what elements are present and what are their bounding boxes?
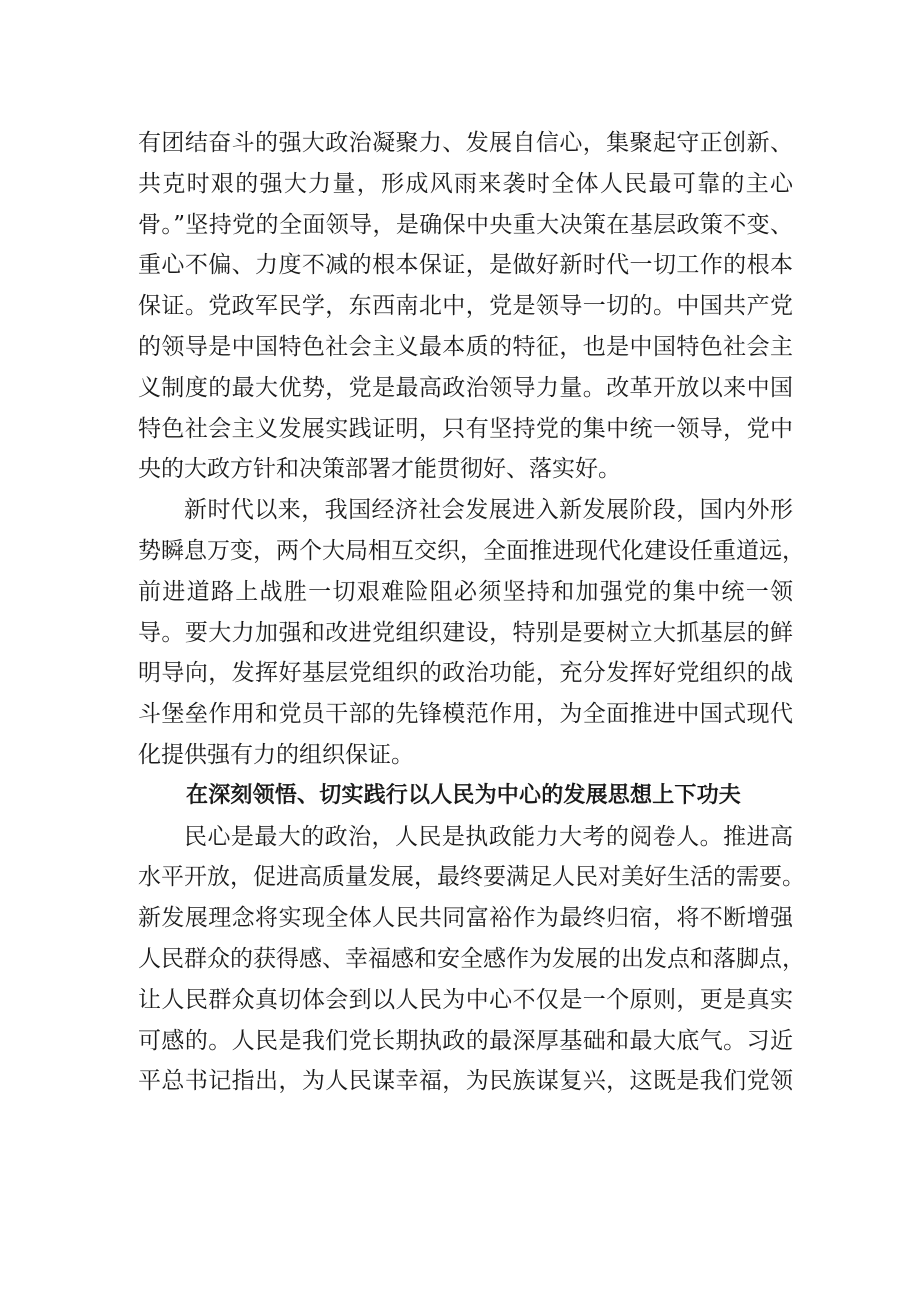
text-line: 前进道路上战胜一切艰难险阻必须坚持和加强党的集中统一领 (138, 578, 793, 605)
text-line: 民心是最大的政治，人民是执政能力大考的阅卷人。推进高 (184, 823, 793, 850)
text-line: 斗堡垒作用和党员干部的先锋模范作用，为全面推进中国式现代 (138, 701, 793, 728)
text-line: 义制度的最大优势，党是最高政治领导力量。改革开放以来中国 (138, 374, 793, 401)
paragraph-3 (138, 817, 805, 1103)
text-line: 水平开放，促进高质量发展，最终要满足人民对美好生活的需要。 (138, 864, 805, 891)
text-line: 保证。党政军民学，东西南北中，党是领导一切的。中国共产党 (138, 293, 793, 320)
text-line: 央的大政方针和决策部署才能贯彻好、落实好。 (138, 456, 621, 483)
paragraph-2 (138, 490, 805, 776)
text-line: 特色社会主义发展实践证明，只有坚持党的集中统一领导，党中 (138, 415, 793, 442)
text-line: 可感的。人民是我们党长期执政的最深厚基础和最大底气。习近 (138, 1027, 793, 1054)
text-line: 重心不偏、力度不减的根本保证，是做好新时代一切工作的根本 (138, 252, 793, 279)
section-heading: 在深刻领悟、切实践行以人民为中心的发展思想上下功夫 (186, 782, 742, 808)
text-line: 共克时艰的强大力量，形成风雨来袭时全体人民最可靠的主心 (138, 170, 793, 197)
text-line: 让人民群众真切体会到以人民为中心不仅是一个原则，更是真实 (138, 986, 793, 1013)
text-line: 骨。”坚持党的全面领导，是确保中央重大决策在基层政策不变、 (138, 211, 793, 238)
text-line: 势瞬息万变，两个大局相互交织，全面推进现代化建设任重道远， (138, 537, 805, 564)
text-line: 有团结奋斗的强大政治凝聚力、发展自信心，集聚起守正创新、 (138, 130, 793, 156)
text-line: 化提供强有力的组织保证。 (138, 741, 414, 768)
text-line: 人民群众的获得感、幸福感和安全感作为发展的出发点和落脚点， (138, 945, 805, 972)
paragraph-1 (138, 123, 793, 490)
text-line: 平总书记指出，为人民谋幸福，为民族谋复兴，这既是我们党领 (138, 1068, 793, 1095)
text-line: 明导向，发挥好基层党组织的政治功能，充分发挥好党组织的战 (138, 660, 793, 687)
text-line: 导。要大力加强和改进党组织建设，特别是要树立大抓基层的鲜 (138, 619, 793, 646)
text-line: 新时代以来，我国经济社会发展进入新发展阶段，国内外形 (184, 497, 793, 524)
text-line: 的领导是中国特色社会主义最本质的特征，也是中国特色社会主 (138, 333, 793, 360)
text-line: 新发展理念将实现全体人民共同富裕作为最终归宿，将不断增强 (138, 905, 793, 932)
document-body (138, 123, 805, 1102)
